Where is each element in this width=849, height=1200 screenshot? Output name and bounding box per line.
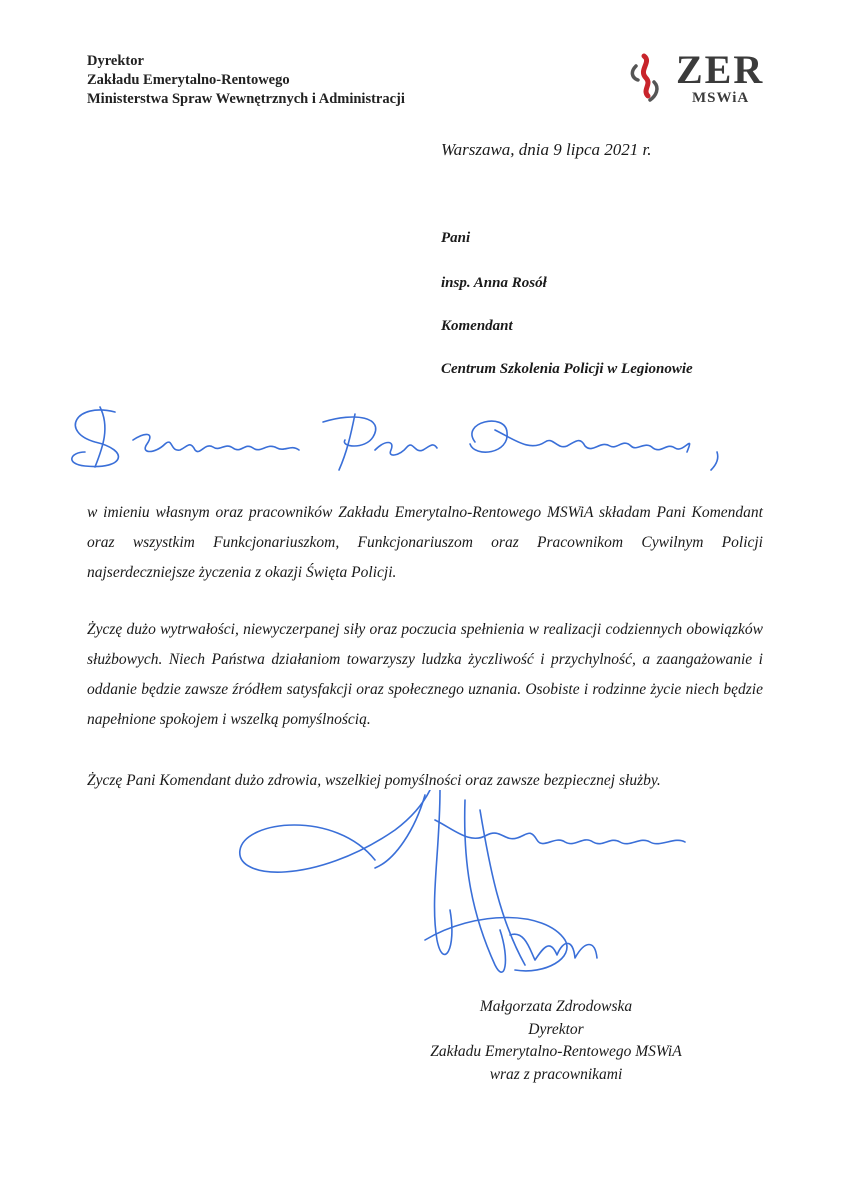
body-paragraph-2: Życzę dużo wytrwałości, niewyczerpanej siły oraz poczucia spełnienia w realizacji codziennych obowiązków służbowych. Niech Państwa działaniom towarzyszy ludzka życzliwość i przychylność, a zaangażowanie i oddanie będzie zawsze źródłem satysfakcji oraz społecznego uznania. Osobiste i rodzinne życie niech będzie napełnione spokojem i wszelką pomyślnością. — [87, 621, 763, 728]
logo-title: ZER — [676, 47, 765, 92]
letter-date: Warszawa, dnia 9 lipca 2021 r. — [441, 140, 652, 159]
logo-subtitle: MSWiA — [692, 90, 750, 106]
signer-title: Dyrektor — [528, 1020, 584, 1038]
handwritten-salutation — [55, 392, 745, 482]
recipient-name: insp. Anna Rosół — [441, 275, 547, 291]
zer-logo — [622, 47, 782, 114]
body-paragraph-3: Życzę Pani Komendant dużo zdrowia, wszelkiej pomyślności oraz zawsze bezpiecznej służby. — [87, 772, 661, 789]
sender-header — [87, 52, 405, 109]
signer-note: wraz z pracownikami — [489, 1065, 623, 1083]
body-paragraph-1: w imieniu własnym oraz pracowników Zakładu Emerytalno-Rentowego MSWiA składam Pani Komendant oraz wszystkim Funkcjonariuszkom, Funkcjonariuszom oraz Pracownikom Cywilnym Policji najserdeczniejsze życzenia z okazji Święta Policji. — [87, 504, 763, 581]
handwritten-signature — [225, 790, 705, 1005]
signer-organization: Zakładu Emerytalno-Rentowego MSWiA — [430, 1043, 682, 1060]
sender-institution: Zakładu Emerytalno-Rentowego — [87, 72, 290, 88]
signature-block — [360, 996, 752, 1086]
sender-ministry: Ministerstwa Spraw Wewnętrznych i Administracji — [87, 91, 405, 107]
recipient-title: Komendant — [441, 318, 513, 334]
signer-name: Małgorzata Zdrodowska — [479, 998, 633, 1015]
sender-title: Dyrektor — [87, 53, 144, 69]
recipient-salutation: Pani — [441, 230, 471, 246]
recipient-organization: Centrum Szkolenia Policji w Legionowie — [441, 361, 693, 377]
zer-emblem-icon — [622, 52, 668, 108]
